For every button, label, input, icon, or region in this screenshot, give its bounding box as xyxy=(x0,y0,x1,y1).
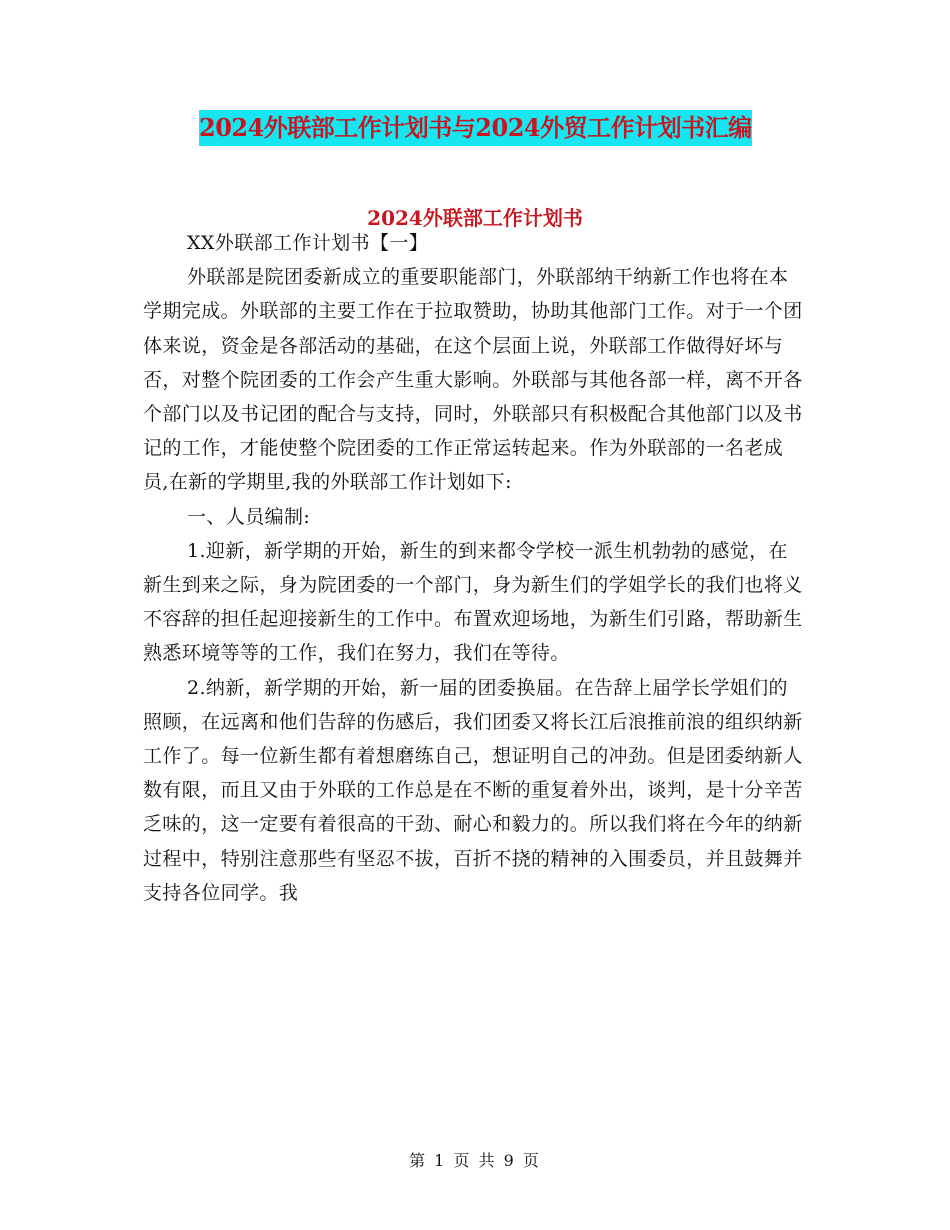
page-footer xyxy=(0,1148,950,1171)
recruitment-paragraph: 2.纳新，新学期的开始，新一届的团委换届。在告辞上届学长学姐们的照顾，在远离和他们告辞的伤感后，我们团委又将长江后浪推前浪的组织纳新工作了。每一位新生都有着想磨练自己，想证明自己的冲劲。但是团委纳新人数有限，而且又由于外联的工作总是在不断的重复着外出，谈判，是十分辛苦乏味的，这一定要有着很高的干劲、耐心和毅力的。所以我们将在今年的纳新过程中，特别注意那些有坚忍不拔，百折不挠的精神的入围委员，并且鼓舞并支持各位同学。我 xyxy=(143,676,803,904)
section-title: 2024外联部工作计划书 xyxy=(367,206,583,230)
document-body xyxy=(143,226,803,910)
welcome-paragraph: 1.迎新，新学期的开始，新生的到来都令学校一派生机勃勃的感觉，在新生到来之际，身为院团委的一个部门，身为新生们的学姐学长的我们也将义不容辞的担任起迎接新生的工作中。布置欢迎场地，为新生们引路，帮助新生熟悉环境等等的工作，我们在努力，我们在等待。 xyxy=(143,539,803,665)
subheading-paragraph: XX外联部工作计划书【一】 xyxy=(187,232,429,254)
intro-paragraph: 外联部是院团委新成立的重要职能部门，外联部纳干纳新工作也将在本学期完成。外联部的主要工作在于拉取赞助，协助其他部门工作。对于一个团体来说，资金是各部活动的基础，在这个层面上说，外联部工作做得好坏与否，对整个院团委的工作会产生重大影响。外联部与其他各部一样，离不开各个部门以及书记团的配合与支持，同时，外联部只有积极配合其他部门以及书记的工作，才能使整个院团委的工作正常运转起来。作为外联部的一名老成员,在新的学期里,我的外联部工作计划如下: xyxy=(143,266,803,494)
page-number-label: 第 1 页 共 9 页 xyxy=(409,1151,541,1170)
section-heading-paragraph: 一、人员编制: xyxy=(187,505,311,528)
document-title: 2024外联部工作计划书与2024外贸工作计划书汇编 xyxy=(199,110,752,146)
